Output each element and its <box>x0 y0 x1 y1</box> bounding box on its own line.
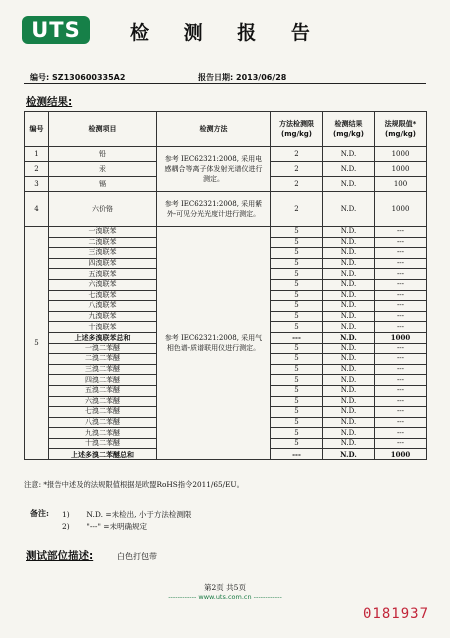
row-item: 十溴联苯 <box>49 322 157 333</box>
row-mdl: 2 <box>271 162 323 177</box>
row-limit: --- <box>375 227 427 238</box>
row-mdl: 5 <box>271 237 323 248</box>
row-mdl: 2 <box>271 192 323 227</box>
report-number <box>30 72 125 83</box>
remark-text: "---" =未明确规定 <box>86 522 148 531</box>
row-limit: --- <box>375 279 427 290</box>
row-limit: --- <box>375 407 427 418</box>
row-limit: 1000 <box>375 332 427 343</box>
row-item: 二溴二苯醚 <box>49 354 157 365</box>
row-item: 八溴联苯 <box>49 301 157 312</box>
row-mdl: 5 <box>271 248 323 259</box>
report-date-value: 2013/06/28 <box>236 73 287 82</box>
document-title: 检 测 报 告 <box>130 22 324 44</box>
row-mdl: 5 <box>271 428 323 439</box>
row-result: N.D. <box>323 147 375 162</box>
row-limit: --- <box>375 343 427 354</box>
row-result: N.D. <box>323 396 375 407</box>
row-item: 七溴二苯醚 <box>49 407 157 418</box>
row-mdl: --- <box>271 332 323 343</box>
row-limit: --- <box>375 301 427 312</box>
row-item: 汞 <box>49 162 157 177</box>
row-mdl: 5 <box>271 343 323 354</box>
row-limit: --- <box>375 311 427 322</box>
row-method: 参考 IEC62321:2008, 采用电感耦合等离子体发射光谱仪进行测定。 <box>157 147 271 192</box>
row-item: 三溴二苯醚 <box>49 364 157 375</box>
row-result: N.D. <box>323 279 375 290</box>
remark-number: 2) <box>62 522 70 531</box>
row-result: N.D. <box>323 428 375 439</box>
website-link[interactable]: ------------ www.uts.com.cn ------------ <box>168 593 282 601</box>
row-result: N.D. <box>323 332 375 343</box>
header-result: 检测结果 (mg/kg) <box>323 112 375 147</box>
row-item: 九溴二苯醚 <box>49 428 157 439</box>
row-result: N.D. <box>323 192 375 227</box>
header-mdl: 方法检测限 (mg/kg) <box>271 112 323 147</box>
row-mdl: 5 <box>271 311 323 322</box>
row-item: 一溴联苯 <box>49 227 157 238</box>
row-mdl: 5 <box>271 269 323 280</box>
row-mdl: 5 <box>271 258 323 269</box>
row-limit: 1000 <box>375 162 427 177</box>
row-result: N.D. <box>323 343 375 354</box>
row-result: N.D. <box>323 417 375 428</box>
row-mdl: 5 <box>271 407 323 418</box>
row-result: N.D. <box>323 269 375 280</box>
remark-item <box>62 521 147 532</box>
regulation-footnote: 注意: *报告中述及的法规限值根据是欧盟RoHS指令2011/65/EU。 <box>24 480 244 489</box>
row-result: N.D. <box>323 385 375 396</box>
row-no: 4 <box>25 192 49 227</box>
table-row <box>25 227 427 238</box>
row-item: 八溴二苯醚 <box>49 417 157 428</box>
row-method: 参考 IEC62321:2008, 采用气相色谱-质谱联用仪进行测定。 <box>157 227 271 460</box>
header-no: 编号 <box>25 112 49 147</box>
page-number: 第2页 共5页 <box>204 583 246 592</box>
row-limit: --- <box>375 385 427 396</box>
row-mdl: 5 <box>271 301 323 312</box>
table-header-row <box>25 112 427 147</box>
row-result: N.D. <box>323 177 375 192</box>
uts-logo: UTS <box>22 16 90 44</box>
row-item: 七溴联苯 <box>49 290 157 301</box>
row-result: N.D. <box>323 162 375 177</box>
report-date <box>198 72 286 83</box>
row-mdl: 5 <box>271 279 323 290</box>
row-limit: --- <box>375 354 427 365</box>
row-limit: 1000 <box>375 147 427 162</box>
row-no: 1 <box>25 147 49 162</box>
row-item: 三溴联苯 <box>49 248 157 259</box>
remarks-label: 备注: <box>30 508 49 518</box>
report-date-label: 报告日期: <box>198 73 234 82</box>
row-limit: --- <box>375 237 427 248</box>
row-result: N.D. <box>323 248 375 259</box>
row-result: N.D. <box>323 449 375 460</box>
serial-number: 0181937 <box>363 606 430 622</box>
row-limit: --- <box>375 364 427 375</box>
row-item: 上述多溴二苯醚总和 <box>49 449 157 460</box>
row-result: N.D. <box>323 301 375 312</box>
row-mdl: 5 <box>271 385 323 396</box>
row-result: N.D. <box>323 438 375 449</box>
row-limit: --- <box>375 428 427 439</box>
row-limit: 1000 <box>375 449 427 460</box>
row-limit: --- <box>375 375 427 386</box>
row-mdl: --- <box>271 449 323 460</box>
row-item: 九溴联苯 <box>49 311 157 322</box>
row-result: N.D. <box>323 311 375 322</box>
test-part-title: 测试部位描述: <box>26 550 94 562</box>
row-result: N.D. <box>323 290 375 301</box>
header-method: 检测方法 <box>157 112 271 147</box>
test-part-value: 白色打包带 <box>117 552 157 561</box>
results-section-title: 检测结果: <box>26 96 73 108</box>
header-limit: 法规限值* (mg/kg) <box>375 112 427 147</box>
row-limit: --- <box>375 258 427 269</box>
row-mdl: 2 <box>271 147 323 162</box>
row-limit: --- <box>375 290 427 301</box>
row-item: 十溴二苯醚 <box>49 438 157 449</box>
row-item: 五溴二苯醚 <box>49 385 157 396</box>
row-item: 四溴联苯 <box>49 258 157 269</box>
row-result: N.D. <box>323 407 375 418</box>
row-result: N.D. <box>323 322 375 333</box>
row-limit: 1000 <box>375 192 427 227</box>
row-mdl: 5 <box>271 364 323 375</box>
row-mdl: 2 <box>271 177 323 192</box>
report-number-value: SZ130600335A2 <box>52 73 126 82</box>
header-item: 检测项目 <box>49 112 157 147</box>
results-table <box>24 111 427 460</box>
table-row <box>25 147 427 162</box>
row-limit: --- <box>375 396 427 407</box>
row-result: N.D. <box>323 354 375 365</box>
row-item: 五溴联苯 <box>49 269 157 280</box>
header-divider <box>24 83 426 84</box>
report-number-label: 编号: <box>30 73 50 82</box>
row-mdl: 5 <box>271 227 323 238</box>
row-limit: --- <box>375 248 427 259</box>
row-item: 二溴联苯 <box>49 237 157 248</box>
row-limit: --- <box>375 269 427 280</box>
row-item: 六溴二苯醚 <box>49 396 157 407</box>
row-item: 一溴二苯醚 <box>49 343 157 354</box>
table-row <box>25 192 427 227</box>
row-mdl: 5 <box>271 354 323 365</box>
row-result: N.D. <box>323 375 375 386</box>
row-limit: --- <box>375 438 427 449</box>
row-result: N.D. <box>323 258 375 269</box>
row-limit: 100 <box>375 177 427 192</box>
row-mdl: 5 <box>271 438 323 449</box>
row-item: 镉 <box>49 177 157 192</box>
row-no: 2 <box>25 162 49 177</box>
row-item: 六价铬 <box>49 192 157 227</box>
brominated-group <box>25 227 427 460</box>
remark-text: N.D. =未检出, 小于方法检测限 <box>86 510 192 519</box>
remark-number: 1) <box>62 510 70 519</box>
row-mdl: 5 <box>271 417 323 428</box>
row-item: 六溴联苯 <box>49 279 157 290</box>
row-item: 上述多溴联苯总和 <box>49 332 157 343</box>
row-mdl: 5 <box>271 375 323 386</box>
row-item: 四溴二苯醚 <box>49 375 157 386</box>
row-result: N.D. <box>323 227 375 238</box>
row-result: N.D. <box>323 364 375 375</box>
row-limit: --- <box>375 417 427 428</box>
row-limit: --- <box>375 322 427 333</box>
row-no: 5 <box>25 227 49 460</box>
remark-item <box>62 509 191 520</box>
row-item: 铅 <box>49 147 157 162</box>
row-result: N.D. <box>323 237 375 248</box>
row-mdl: 5 <box>271 290 323 301</box>
row-no: 3 <box>25 177 49 192</box>
row-mdl: 5 <box>271 396 323 407</box>
row-mdl: 5 <box>271 322 323 333</box>
row-method: 参考 IEC62321:2008, 采用紫外-可见分光光度计进行测定。 <box>157 192 271 227</box>
